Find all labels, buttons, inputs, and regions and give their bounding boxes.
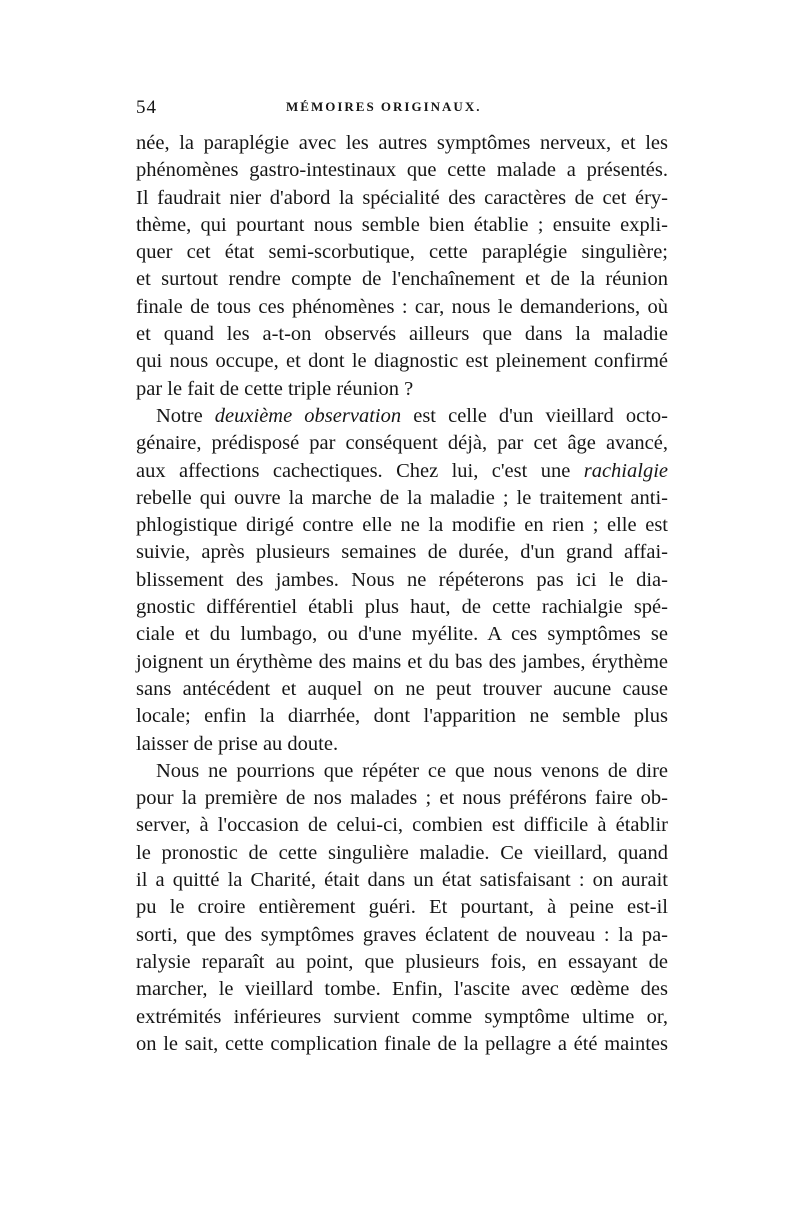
text-line: laisser de prise au doute.: [136, 732, 339, 755]
page-number: 54: [136, 97, 157, 118]
body-text: [136, 130, 668, 1058]
text-line: marcher, le vieillard tombe. Enfin, l'ascite avec œdème des: [136, 978, 668, 1001]
text-line: joignent un érythème des mains et du bas des jambes, érythème: [136, 650, 668, 673]
running-title: MÉMOIRES ORIGINAUX.: [286, 99, 482, 114]
italic-emphasis: deuxième observation: [214, 404, 402, 427]
text-line: rebelle qui ouvre la marche de la maladie ; le traitement anti-: [136, 486, 668, 509]
text-line: qui nous occupe, et dont le diagnostic est pleinement confirmé: [136, 350, 668, 373]
text-line: phénomènes gastro-intestinaux que cette malade a présentés.: [136, 159, 668, 182]
text-line: sans antécédent et auquel on ne peut trouver aucune cause: [136, 677, 668, 700]
book-page: [136, 97, 668, 1058]
text-line: thème, qui pourtant nous semble bien établie ; ensuite expli-: [136, 213, 668, 236]
text-line: pu le croire entièrement guéri. Et pourtant, à peine est-il: [136, 896, 668, 919]
running-head: [136, 97, 668, 121]
text-line: phlogistique dirigé contre elle ne la modifie en rien ; elle est: [136, 514, 668, 537]
text-run: est celle d'un vieillard octo-: [401, 404, 668, 427]
text-line: génaire, prédisposé par conséquent déjà, par cet âge avancé,: [136, 432, 668, 455]
text-run: Notre: [156, 404, 215, 427]
text-line: gnostic différentiel établi plus haut, de cette rachialgie spé-: [136, 596, 668, 619]
text-line: on le sait, cette complication finale de la pellagre a été maintes: [136, 1032, 668, 1055]
text-line: ciale et du lumbago, ou d'une myélite. A ces symptômes se: [136, 623, 668, 646]
paragraph-1: [136, 130, 668, 403]
text-line: et quand les a-t-on observés ailleurs que dans la maladie: [136, 323, 668, 346]
text-line: par le fait de cette triple réunion ?: [136, 377, 414, 400]
text-line: server, à l'occasion de celui-ci, combien est difficile à établir: [136, 814, 668, 837]
text-line: le pronostic de cette singulière maladie. Ce vieillard, quand: [136, 841, 668, 864]
text-line: ralysie reparaît au point, que plusieurs fois, en essayant de: [136, 950, 668, 973]
text-line: Nous ne pourrions que répéter ce que nous venons de dire: [156, 759, 668, 782]
text-line: il a quitté la Charité, était dans un état satisfaisant : on aurait: [136, 869, 668, 892]
text-line: pour la première de nos malades ; et nous préférons faire ob-: [136, 787, 668, 810]
text-line: et surtout rendre compte de l'enchaînement et de la réunion: [136, 268, 668, 291]
text-line: finale de tous ces phénomènes : car, nous le demanderions, où: [136, 295, 668, 318]
text-line: née, la paraplégie avec les autres symptômes nerveux, et les: [136, 132, 668, 154]
text-line: locale; enfin la diarrhée, dont l'apparition ne semble plus: [136, 705, 668, 728]
text-line: sorti, que des symptômes graves éclatent de nouveau : la pa-: [136, 923, 668, 946]
text-line: blissement des jambes. Nous ne répéterons pas ici le dia-: [136, 568, 668, 591]
text-line: Il faudrait nier d'abord la spécialité des caractères de cet éry-: [136, 186, 668, 209]
italic-emphasis: rachialgie: [583, 459, 668, 482]
text-run: aux affections cachectiques. Chez lui, c'est une: [136, 459, 584, 482]
text-line: suivie, après plusieurs semaines de durée, d'un grand affai-: [136, 541, 668, 564]
text-line: [136, 403, 668, 430]
paragraph-2: [136, 403, 668, 758]
text-line: extrémités inférieures survient comme symptôme ultime or,: [136, 1005, 668, 1028]
text-line: [136, 458, 668, 485]
text-line: quer cet état semi-scorbutique, cette paraplégie singulière;: [136, 241, 668, 264]
paragraph-3: [136, 758, 668, 1058]
